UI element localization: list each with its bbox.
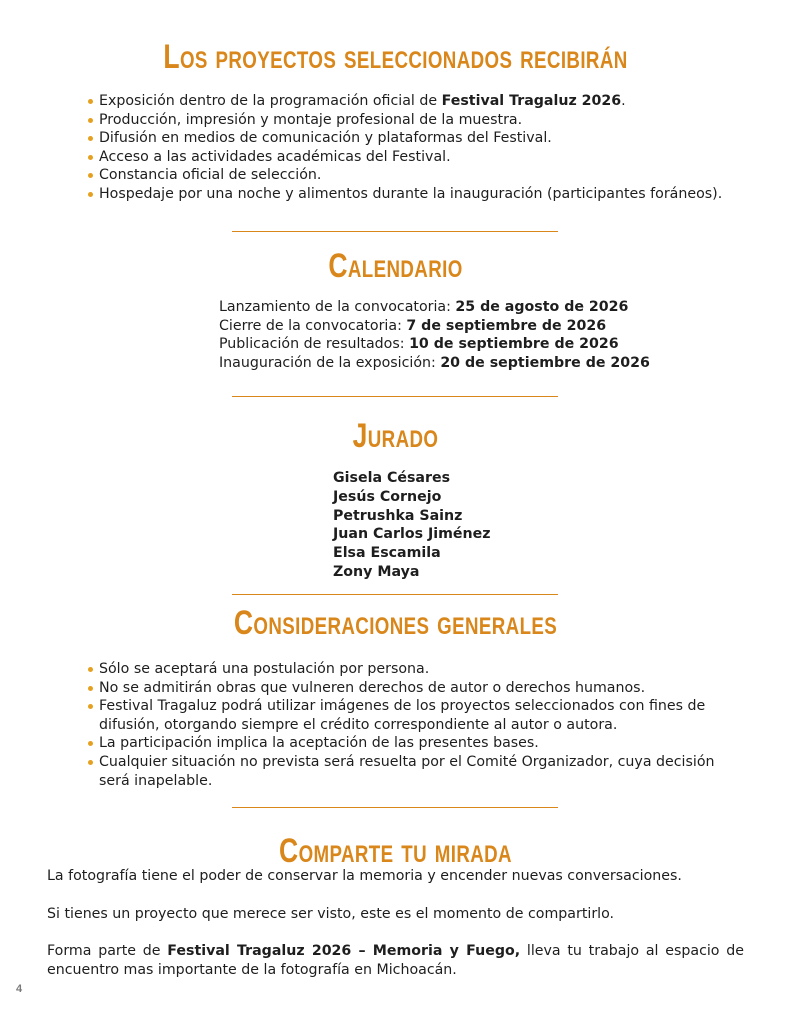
section-divider <box>232 807 558 808</box>
calendar-row: Cierre de la convocatoria: 7 de septiembre de 2026 <box>219 317 607 334</box>
section-divider <box>232 231 558 232</box>
list-item: Exposición dentro de la programación oficial de Festival Tragaluz 2026. <box>88 92 778 111</box>
list-item: La participación implica la aceptación de las presentes bases. <box>88 734 748 753</box>
share-paragraph: Forma parte de Festival Tragaluz 2026 – Memoria y Fuego, lleva tu trabajo al espacio de encuentro mas importante de la fotografía en Michoacán. <box>47 943 744 978</box>
bullet-icon <box>88 155 93 160</box>
share-paragraph: Si tienes un proyecto que merece ser visto, este es el momento de compartirlo. <box>47 906 615 922</box>
calendar-row: Lanzamiento de la convocatoria: 25 de agosto de 2026 <box>219 299 629 315</box>
calendar-heading: Calendario <box>328 247 463 285</box>
bullet-icon <box>88 686 93 691</box>
bullet-icon <box>88 192 93 197</box>
bullet-icon <box>88 99 93 104</box>
calendar-row: Publicación de resultados: 10 de septiembre de 2026 <box>219 336 619 353</box>
jury-member: Juan Carlos Jiménez <box>333 526 491 543</box>
section-divider <box>232 396 558 397</box>
list-item: Difusión en medios de comunicación y plataformas del Festival. <box>88 129 778 148</box>
jury-member: Petrushka Sainz <box>333 507 463 524</box>
list-item: Hospedaje por una noche y alimentos durante la inauguración (participantes foráneos). <box>88 185 778 204</box>
list-item: Producción, impresión y montaje profesional de la muestra. <box>88 111 778 130</box>
list-item: Constancia oficial de selección. <box>88 166 778 185</box>
bullet-icon <box>88 667 93 672</box>
considerations-heading: Consideraciones generales <box>233 604 558 642</box>
list-item: Festival Tragaluz podrá utilizar imágenes de los proyectos seleccionados con fines de difusión, otorgando siempre el crédito correspondiente al autor o autora. <box>88 697 748 734</box>
list-item: Sólo se aceptará una postulación por persona. <box>88 660 748 679</box>
jury-heading: Jurado <box>352 417 439 455</box>
jury-member: Jesús Cornejo <box>333 488 442 505</box>
list-item: No se admitirán obras que vulneren derechos de autor o derechos humanos. <box>88 679 748 698</box>
bullet-icon <box>88 704 93 709</box>
jury-member: Elsa Escamila <box>333 545 441 562</box>
page-number: 4 <box>16 983 23 995</box>
jury-member: Zony Maya <box>333 563 420 580</box>
bullet-icon <box>88 760 93 765</box>
bullet-icon <box>88 741 93 746</box>
jury-member: Gisela Césares <box>333 470 451 486</box>
benefits-list <box>88 92 778 204</box>
calendar-row: Inauguración de la exposición: 20 de septiembre de 2026 <box>219 354 650 371</box>
list-item: Cualquier situación no prevista será resuelta por el Comité Organizador, cuya decisión será inapelable. <box>88 753 748 790</box>
share-paragraph: La fotografía tiene el poder de conservar la memoria y encender nuevas conversaciones. <box>47 868 682 884</box>
list-item: Acceso a las actividades académicas del Festival. <box>88 148 778 167</box>
bullet-icon <box>88 173 93 178</box>
jury-list <box>333 469 491 582</box>
bullet-icon <box>88 118 93 123</box>
benefits-heading: Los proyectos seleccionados recibirán <box>163 38 628 76</box>
section-divider <box>232 594 558 595</box>
considerations-list <box>88 660 748 790</box>
share-heading: Comparte tu mirada <box>279 832 512 870</box>
bullet-icon <box>88 136 93 141</box>
calendar-list <box>219 298 650 372</box>
